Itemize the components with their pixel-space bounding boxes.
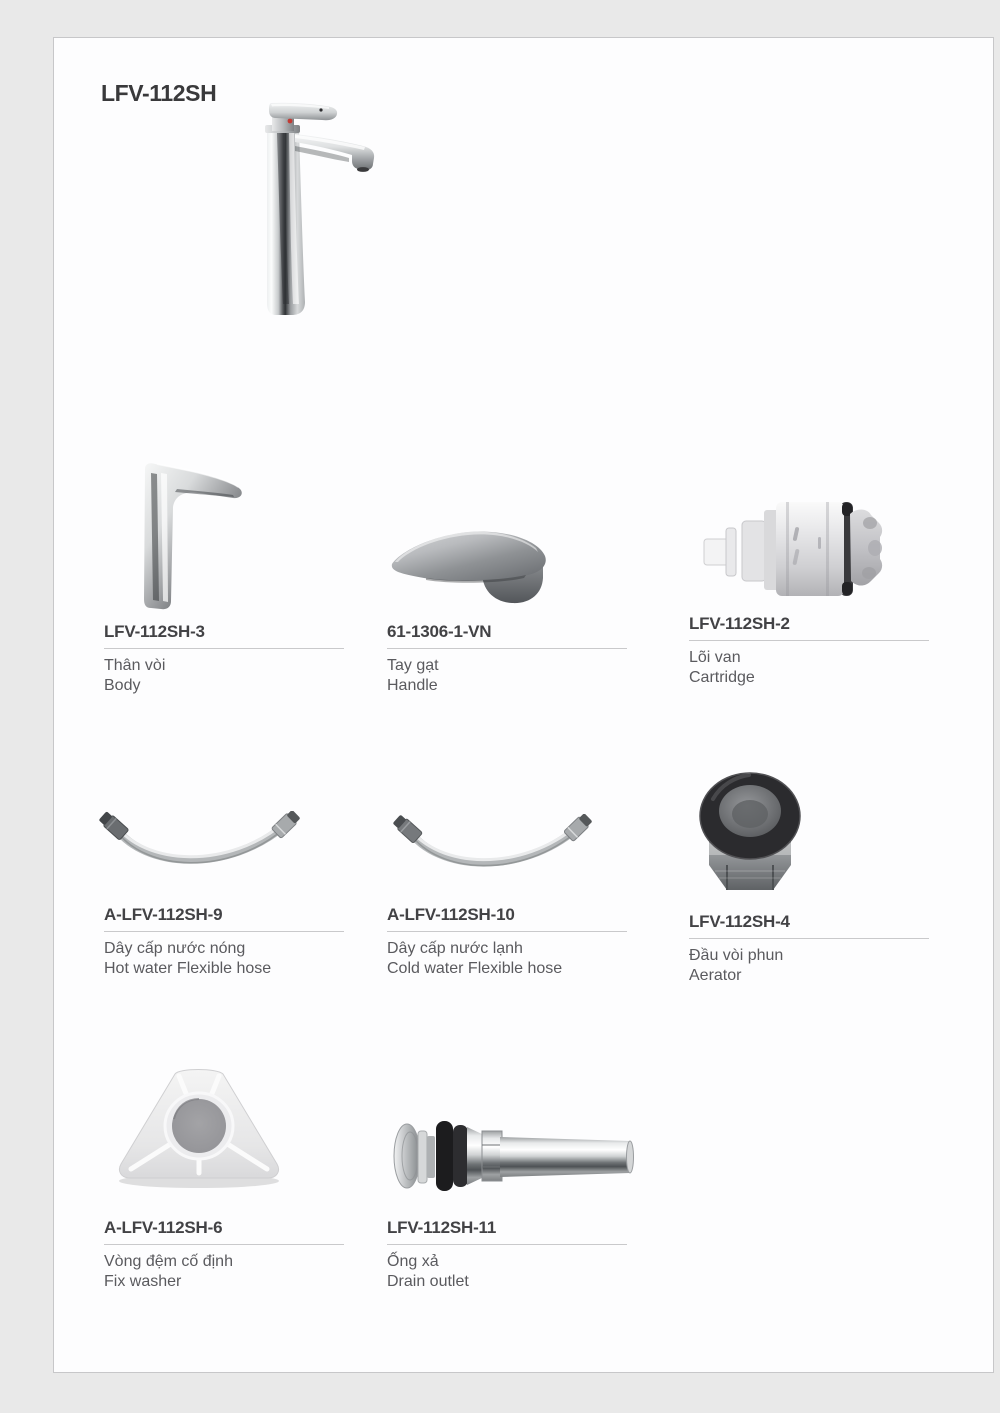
part-name-en: Cold water Flexible hose	[387, 960, 563, 977]
part-divider	[387, 648, 627, 649]
hot-water-hose-image	[99, 811, 301, 881]
part-card-drain-outlet	[387, 1217, 627, 1292]
part-card-cold-hose	[387, 904, 627, 979]
part-code: 61-1306-1-VN	[387, 622, 492, 641]
part-divider	[689, 938, 929, 939]
part-code: LFV-112SH-4	[689, 912, 790, 931]
part-code: A-LFV-112SH-9	[104, 905, 223, 924]
part-name-vi: Lõi van	[689, 649, 741, 666]
part-name-vi: Đầu vòi phun	[689, 947, 784, 964]
part-card-handle	[387, 621, 627, 696]
part-name-vi: Thân vòi	[104, 657, 166, 674]
product-faucet-image	[261, 94, 381, 318]
handle-part-image	[390, 528, 548, 605]
part-code: LFV-112SH-11	[387, 1218, 497, 1237]
part-name-en: Hot water Flexible hose	[104, 960, 272, 977]
part-card-fix-washer	[104, 1217, 344, 1292]
part-name-en: Handle	[387, 677, 438, 694]
part-name-en: Body	[104, 677, 141, 694]
part-card-cartridge	[689, 613, 929, 688]
part-divider	[104, 931, 344, 932]
part-code: A-LFV-112SH-6	[104, 1218, 223, 1237]
part-divider	[689, 640, 929, 641]
part-card-body	[104, 621, 344, 696]
part-divider	[104, 648, 344, 649]
part-divider	[104, 1244, 344, 1245]
cold-water-hose-image	[393, 814, 593, 884]
body-part-image	[137, 461, 245, 613]
part-code: LFV-112SH-2	[689, 614, 790, 633]
part-name-vi: Tay gạt	[387, 657, 439, 674]
part-card-aerator	[689, 911, 929, 986]
part-name-vi: Dây cấp nước nóng	[104, 940, 246, 957]
part-name-en: Cartridge	[689, 669, 755, 686]
part-name-vi: Dây cấp nước lạnh	[387, 940, 523, 957]
part-divider	[387, 1244, 627, 1245]
part-name-vi: Vòng đệm cố định	[104, 1253, 233, 1270]
part-name-en: Fix washer	[104, 1273, 182, 1290]
part-card-hot-hose	[104, 904, 344, 979]
fix-washer-part-image	[113, 1066, 285, 1190]
part-divider	[387, 931, 627, 932]
hot-cold-indicator-dot	[288, 119, 293, 124]
drain-outlet-part-image	[391, 1115, 634, 1197]
part-name-en: Aerator	[689, 967, 742, 984]
part-code: A-LFV-112SH-10	[387, 905, 515, 924]
part-code: LFV-112SH-3	[104, 622, 205, 641]
aerator-part-image	[695, 769, 805, 894]
part-name-vi: Ống xả	[387, 1253, 439, 1270]
page-title: LFV-112SH	[101, 80, 217, 106]
cartridge-part-image	[698, 501, 885, 598]
part-name-en: Drain outlet	[387, 1273, 469, 1290]
catalog-page	[53, 37, 994, 1373]
